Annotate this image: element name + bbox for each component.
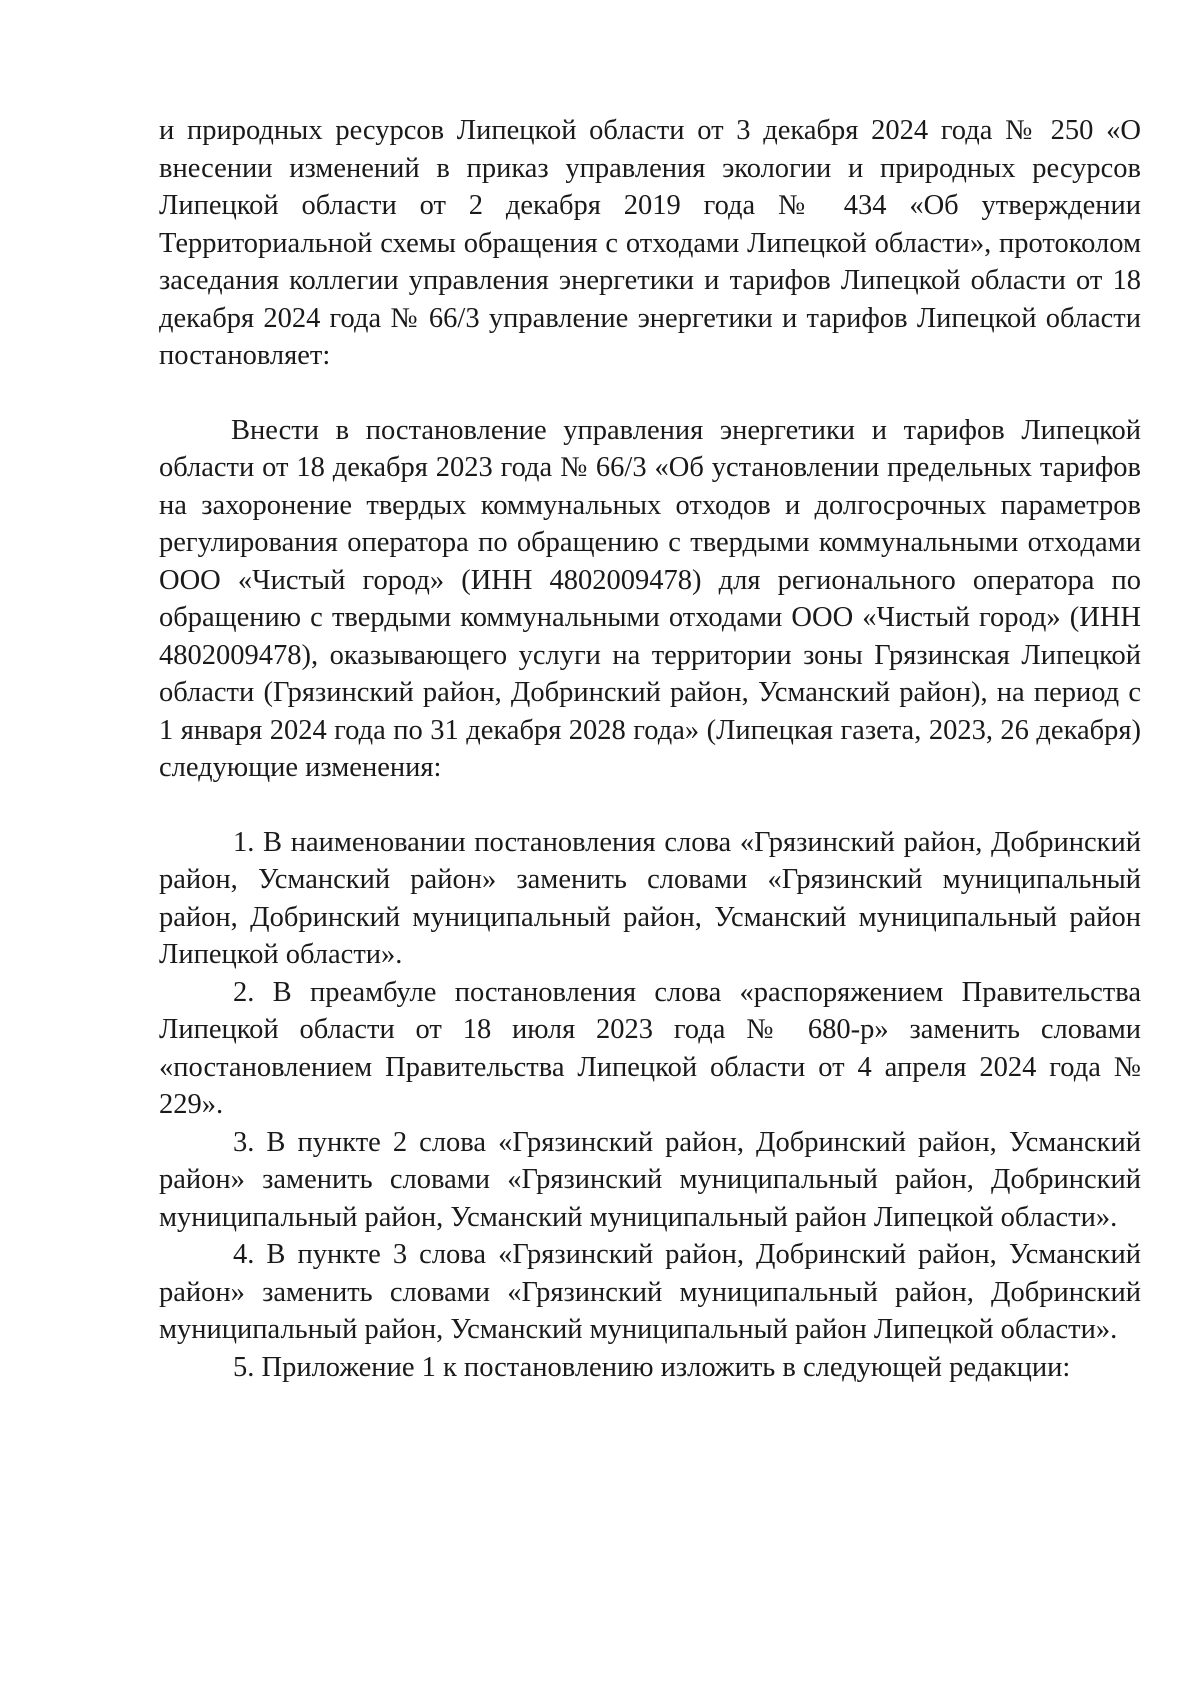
document-body (159, 112, 1141, 1386)
list-item-2: 2. В преамбуле постановления слова «распоряжением Правительства Липецкой области от 18 июля 2023 года № 680-р» заменить словами «постановлением Правительства Липецкой области от 4 апреля 2024 года № 229». (159, 976, 1141, 1120)
list-item-1: 1. В наименовании постановления слова «Грязинский район, Добринский район, Усманский район» заменить словами «Грязинский муниципальный район, Добринский муниципальный район, Усманский муниципальный район Липецкой области». (159, 826, 1141, 970)
resolution-paragraph: Внести в постановление управления энергетики и тарифов Липецкой области от 18 декабря 2023 года № 66/3 «Об установлении предельных тарифов на захоронение твердых коммунальных отходов и долгосрочных параметров регулирования оператора по обращению с твердыми коммунальными отходами ООО «Чистый город» (ИНН 4802009478) для регионального оператора по обращению с твердыми коммунальными отходами ООО «Чистый город» (ИНН 4802009478), оказывающего услуги на территории зоны Грязинская Липецкой области (Грязинский район, Добринский район, Усманский район), на период с 1 января 2024 года по 31 декабря 2028 года» (Липецкая газета, 2023, 26 декабря) следующие изменения: (159, 414, 1141, 783)
preamble-paragraph: и природных ресурсов Липецкой области от 3 декабря 2024 года № 250 «О внесении изменений в приказ управления экологии и природных ресурсов Липецкой области от 2 декабря 2019 года № 434 «Об утверждении Территориальной схемы обращения с отходами Липецкой области», протоколом заседания коллегии управления энергетики и тарифов Липецкой области от 18 декабря 2024 года № 66/3 управление энергетики и тарифов Липецкой области постановляет: (159, 115, 1141, 371)
list-item-3: 3. В пункте 2 слова «Грязинский район, Добринский район, Усманский район» заменить словами «Грязинский муниципальный район, Добринский муниципальный район, Усманский муниципальный район Липецкой области». (159, 1126, 1141, 1233)
list-item-5: 5. Приложение 1 к постановлению изложить в следующей редакции: (233, 1351, 1071, 1383)
list-item-4: 4. В пункте 3 слова «Грязинский район, Добринский район, Усманский район» заменить словами «Грязинский муниципальный район, Добринский муниципальный район, Усманский муниципальный район Липецкой области». (159, 1239, 1141, 1345)
